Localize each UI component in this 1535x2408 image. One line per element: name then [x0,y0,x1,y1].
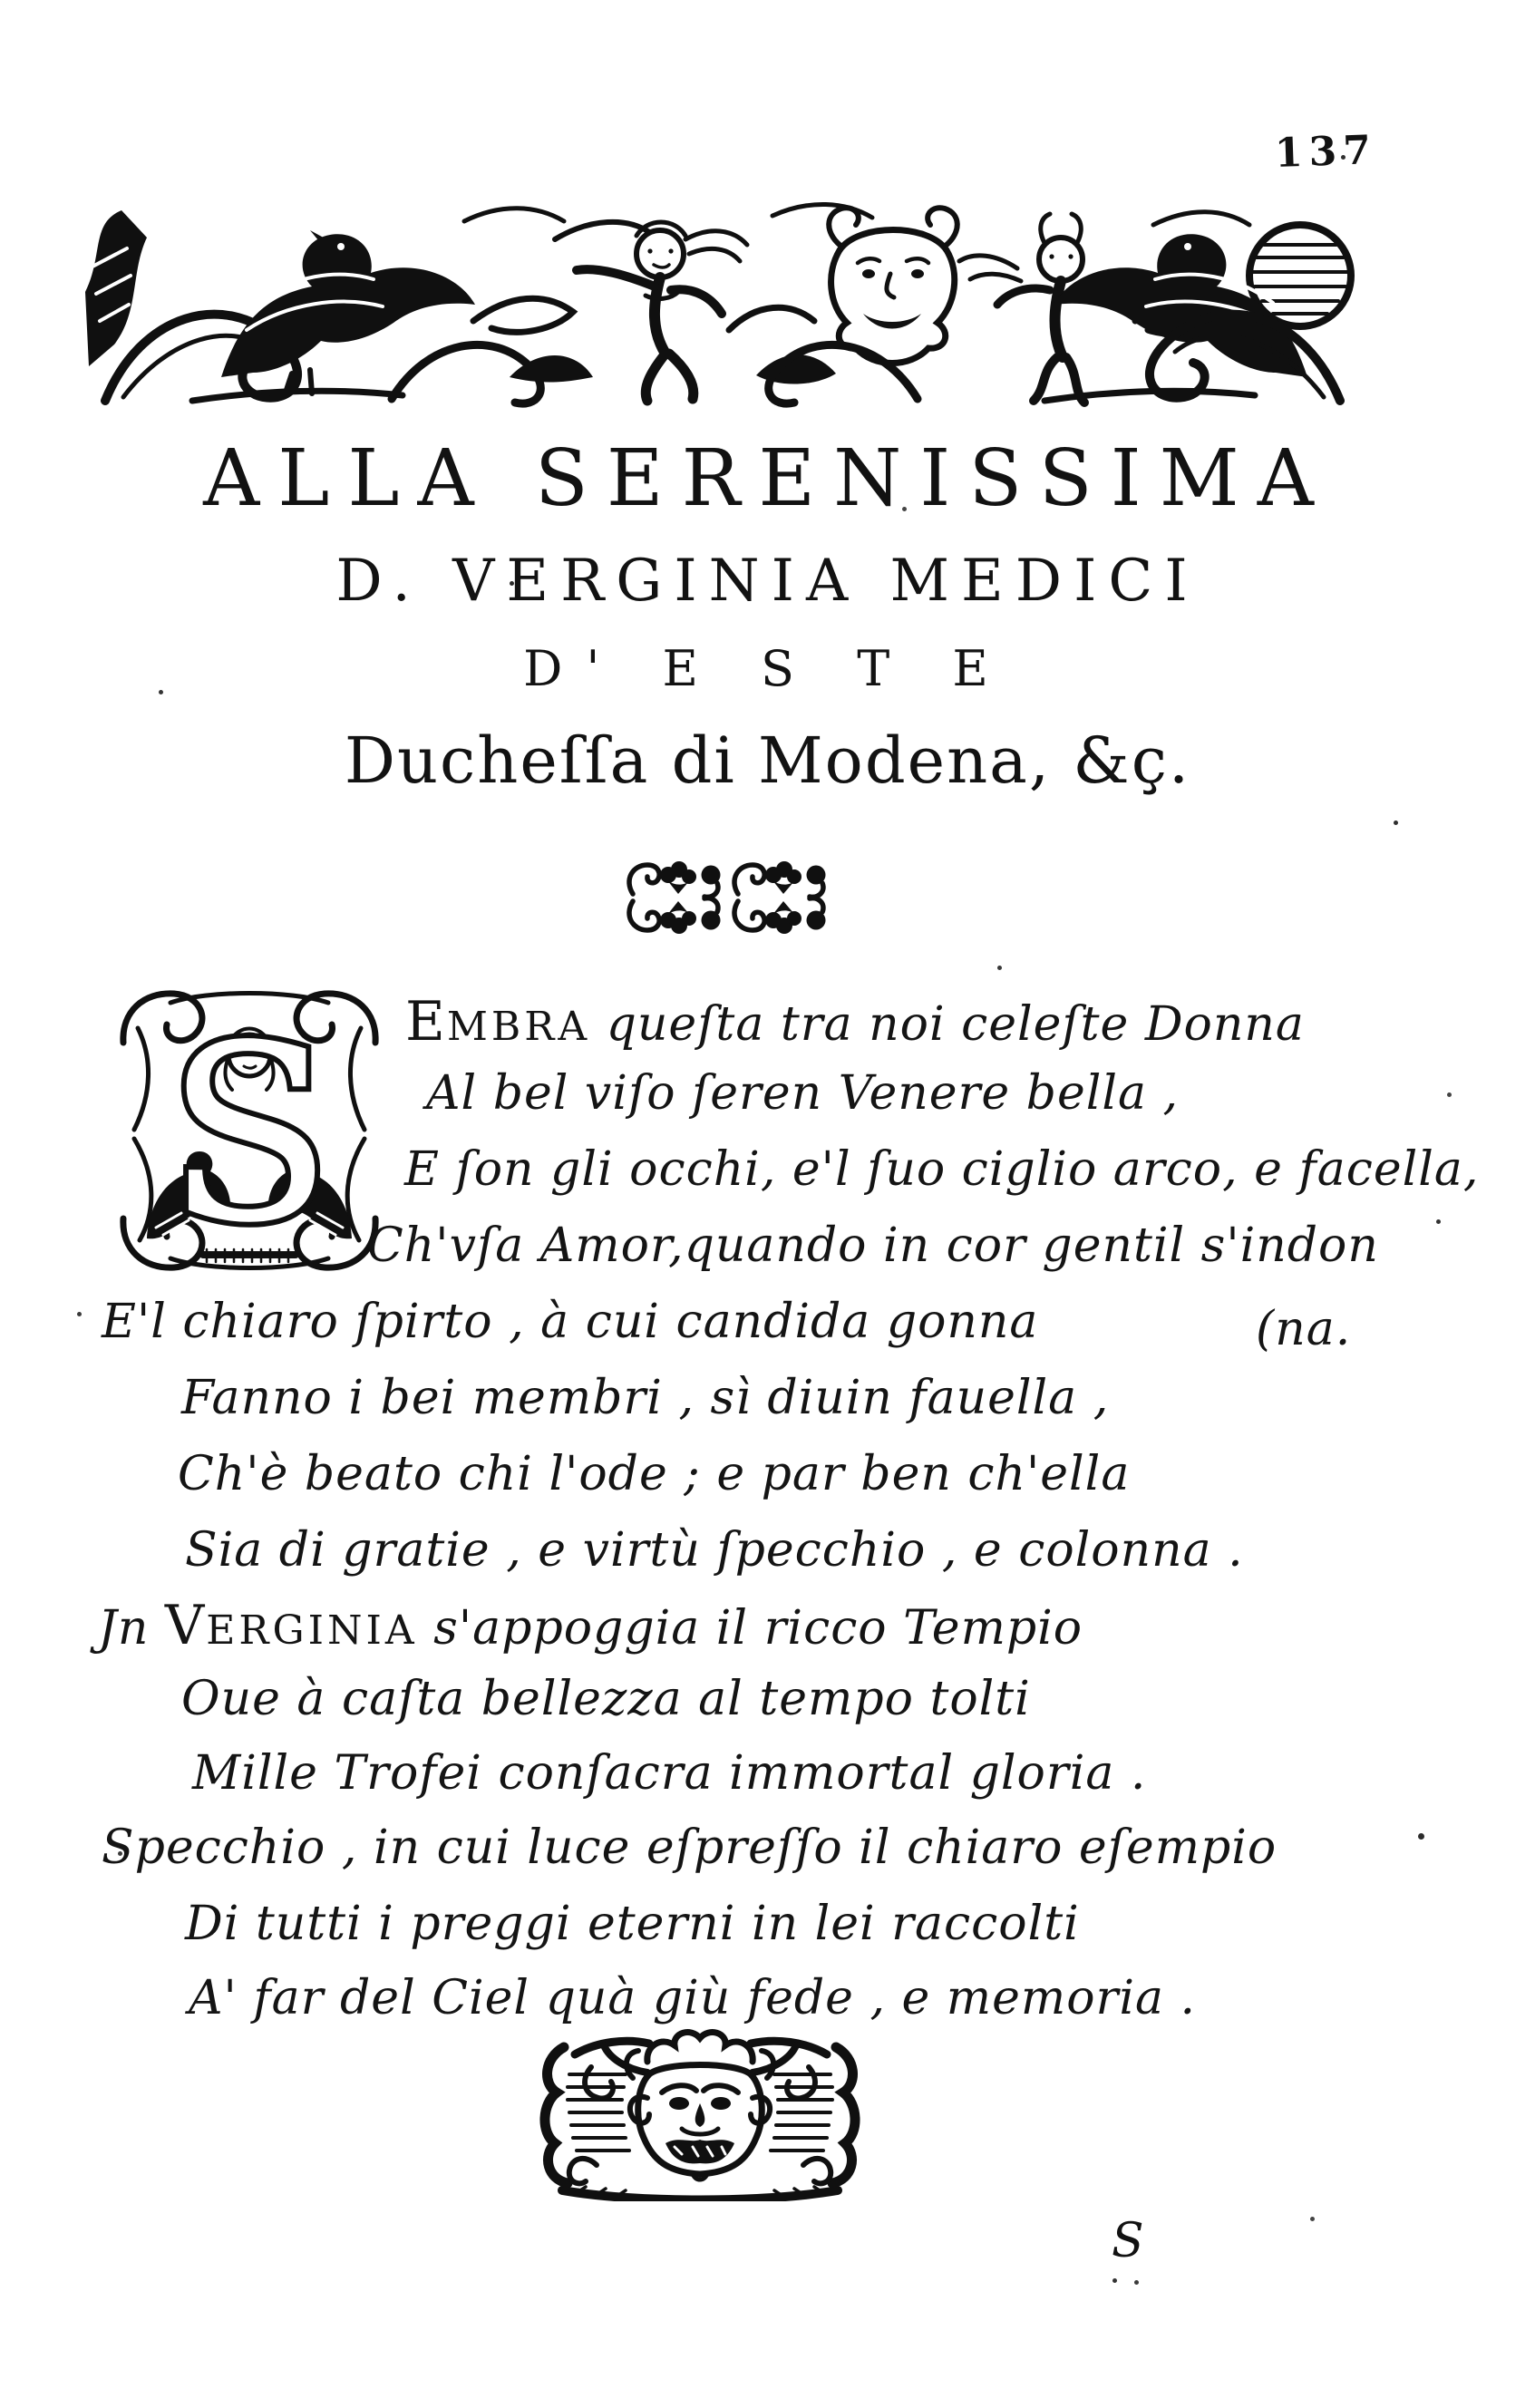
lion-mask-cartouche-icon [539,2027,861,2201]
poem-line-9-cap: V [164,1594,207,1657]
dedication-title-line3: D' E S T E [523,640,1012,697]
headpiece-engraving [83,185,1364,412]
poem-line-14: A' far del Ciel quà giù fede , e memoria . [189,1971,1197,2025]
scan-noise-specks [0,0,3,3]
poem-line-4: Ch'vſa Amor,quando in cor gentil s'indon [367,1219,1379,1273]
poem-line-8: Sia di gratie , e virtù ſpecchio , e colonna . [185,1523,1244,1578]
dedication-title-line2: D. VERGINIA MEDICI [335,548,1200,615]
headpiece-woodcut-icon [83,185,1364,412]
initial-letter-S: S [166,994,333,1277]
poem-line-1-italic: queſta tra noi celeſte Donna [590,997,1305,1052]
poem-line-6: Fanno i bei membri , sì diuin fauella , [181,1371,1110,1425]
poem-line-9-lead: Jn [98,1601,165,1656]
poem-line-1 [405,990,1305,1054]
poem-line-10: Oue à caſta bellezza al tempo tolti [181,1672,1031,1726]
dedication-title-line1: ALLA SERENISSIMA [203,433,1332,524]
poem-line-12: Specchio , in cui luce eſpreſſo il chiaro eſempio [102,1821,1278,1875]
page-number: 137 [1274,127,1378,177]
decorated-initial-S [116,985,383,1277]
fleuron-ornament-icon [620,854,838,941]
poem-line-9-smallcaps: ERGINIA [206,1607,418,1654]
poem-line-1-cap: E [405,990,447,1054]
poem-line-2: Al bel viſo ſeren Venere bella , [426,1066,1180,1121]
tailpiece-engraving [539,2027,861,2201]
poem-line-9-italic: s'appoggia il ricco Tempio [417,1601,1083,1656]
poem-line-5-turnover: (na. [1256,1302,1352,1356]
poem-line-9 [98,1594,1083,1657]
poem-line-11: Mille Trofei conſacra immortal gloria . [192,1746,1147,1801]
poem-line-13: Di tutti i preggi eterni in lei raccolti [185,1897,1080,1951]
signature-mark: S [1112,2214,1144,2268]
poem-line-5: E'l chiaro ſpirto , à cui candida gonna [102,1295,1039,1349]
poem-line-3: E ſon gli occhi, e'l ſuo ciglio arco, e facella, [404,1142,1480,1197]
initial-S-woodcut-icon [116,985,383,1277]
dedication-title-line4: Ducheſſa di Modena, &ç. [344,723,1191,798]
poem-line-1-smallcaps: MBRA [446,1004,591,1050]
fleuron-divider-ornament [620,854,838,941]
poem-line-7: Ch'è beato chi l'ode ; e par ben ch'ella [178,1447,1131,1501]
